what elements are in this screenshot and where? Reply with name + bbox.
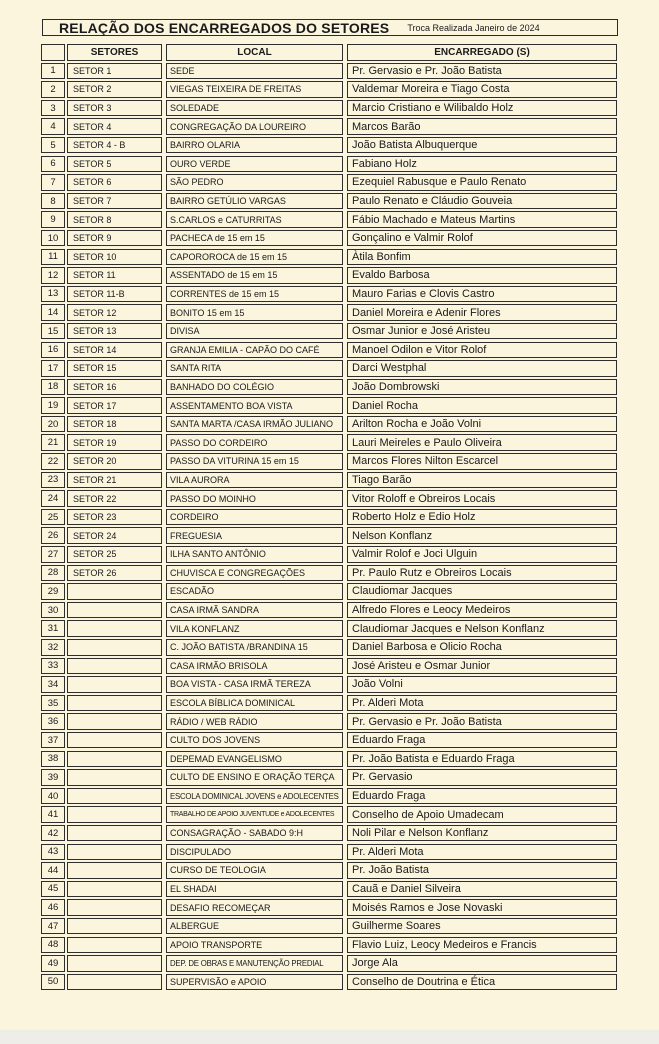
row-encarregado: Cauã e Daniel Silveira [347,881,617,898]
row-encarregado: Pr. Paulo Rutz e Obreiros Locais [347,565,617,582]
row-local: VILA KONFLANZ [166,620,343,637]
row-encarregado: Vitor Roloff e Obreiros Locais [347,490,617,507]
row-local: PASSO DA VITURINA 15 em 15 [166,453,343,470]
row-encarregado: Marcos Barão [347,118,617,135]
row-local: SÃO PEDRO [166,174,343,191]
row-encarregado: Mauro Farias e Clovis Castro [347,286,617,303]
row-number: 25 [41,509,65,526]
row-number: 9 [41,211,65,228]
row-setor: SETOR 11-B [67,286,162,303]
row-local: CULTO DOS JOVENS [166,732,343,749]
row-number: 40 [41,788,65,805]
table-row [38,768,623,787]
row-setor: SETOR 4 [67,118,162,135]
row-encarregado: João Volni [347,676,617,693]
row-setor [67,658,162,675]
row-local: OURO VERDE [166,156,343,173]
row-encarregado: Eduardo Fraga [347,732,617,749]
row-number: 29 [41,583,65,600]
table-row [38,898,623,917]
row-local: ESCOLA DOMINICAL JOVENS e ADOLECENTES [166,788,343,805]
row-number: 21 [41,434,65,451]
table-row [38,117,623,136]
row-encarregado: Pr. Alderi Mota [347,695,617,712]
table-row [38,471,623,490]
table-row [38,192,623,211]
row-encarregado: Valmir Rolof e Joci Ulguin [347,546,617,563]
table-row [38,694,623,713]
row-number: 13 [41,286,65,303]
row-encarregado: Paulo Renato e Cláudio Gouveia [347,193,617,210]
table-row [38,359,623,378]
row-encarregado: Daniel Barbosa e Olicio Rocha [347,639,617,656]
row-local: S.CARLOS e CATURRITAS [166,211,343,228]
row-local: EL SHADAI [166,881,343,898]
row-number: 14 [41,304,65,321]
row-encarregado: Manoel Odilon e Vitor Rolof [347,342,617,359]
table-row [38,861,623,880]
row-encarregado: Marcos Flores Nilton Escarcel [347,453,617,470]
row-setor: SETOR 22 [67,490,162,507]
row-number: 47 [41,918,65,935]
row-local: FREGUESIA [166,527,343,544]
row-setor [67,713,162,730]
row-encarregado: Daniel Moreira e Adenir Flores [347,304,617,321]
row-local: VILA AURORA [166,472,343,489]
table-row [38,619,623,638]
table-row [38,155,623,174]
row-setor: SETOR 15 [67,360,162,377]
row-local: APOIO TRANSPORTE [166,937,343,954]
row-setor: SETOR 1 [67,63,162,80]
row-encarregado: Valdemar Moreira e Tiago Costa [347,81,617,98]
table-row [38,582,623,601]
row-number: 50 [41,974,65,991]
row-setor: SETOR 26 [67,565,162,582]
table-row [38,545,623,564]
row-setor: SETOR 6 [67,174,162,191]
row-setor [67,676,162,693]
row-setor: SETOR 17 [67,397,162,414]
table-row [38,489,623,508]
row-encarregado: Flavio Luiz, Leocy Medeiros e Francis [347,937,617,954]
table-row [38,210,623,229]
row-setor [67,825,162,842]
table-row [38,526,623,545]
row-encarregado: Darci Westphal [347,360,617,377]
table-row [38,564,623,583]
row-local: RÁDIO / WEB RÁDIO [166,713,343,730]
row-setor [67,806,162,823]
row-setor: SETOR 20 [67,453,162,470]
table-row [38,322,623,341]
row-encarregado: Pr. Alderi Mota [347,844,617,861]
row-encarregado: Daniel Rocha [347,397,617,414]
row-local: DEP. DE OBRAS E MANUTENÇÃO PREDIAL [166,955,343,972]
row-number: 45 [41,881,65,898]
row-encarregado: João Dombrowski [347,379,617,396]
row-encarregado: Pr. João Batista e Eduardo Fraga [347,751,617,768]
row-setor [67,639,162,656]
header-num [41,44,65,61]
row-number: 44 [41,862,65,879]
row-number: 27 [41,546,65,563]
row-setor: SETOR 13 [67,323,162,340]
table-row [38,229,623,248]
row-number: 18 [41,379,65,396]
row-encarregado: Pr. Gervasio e Pr. João Batista [347,63,617,80]
row-number: 49 [41,955,65,972]
row-setor [67,602,162,619]
row-number: 43 [41,844,65,861]
row-local: CAPOROROCA de 15 em 15 [166,249,343,266]
table-body [38,62,623,992]
table-row [38,917,623,936]
row-setor: SETOR 14 [67,342,162,359]
row-encarregado: Tiago Barão [347,472,617,489]
table-row [38,285,623,304]
row-local: CASA IRMÃ SANDRA [166,602,343,619]
row-number: 42 [41,825,65,842]
row-number: 19 [41,397,65,414]
row-encarregado: Jorge Ala [347,955,617,972]
table-row [38,396,623,415]
row-number: 36 [41,713,65,730]
row-encarregado: Conselho de Doutrina e Ética [347,974,617,991]
row-setor [67,918,162,935]
row-number: 1 [41,63,65,80]
row-setor: SETOR 5 [67,156,162,173]
row-number: 32 [41,639,65,656]
sectors-table [38,43,623,991]
row-local: ASSENTAMENTO BOA VISTA [166,397,343,414]
row-setor [67,899,162,916]
table-header-row [38,43,623,62]
table-row [38,173,623,192]
header-local: LOCAL [166,44,343,61]
row-setor [67,769,162,786]
row-setor [67,862,162,879]
row-number: 10 [41,230,65,247]
row-encarregado: Moisés Ramos e Jose Novaski [347,899,617,916]
row-local: PACHECA de 15 em 15 [166,230,343,247]
table-row [38,378,623,397]
row-local: GRANJA EMILIA - CAPÃO DO CAFÉ [166,342,343,359]
row-setor: SETOR 23 [67,509,162,526]
row-number: 31 [41,620,65,637]
row-local: DESAFIO RECOMEÇAR [166,899,343,916]
row-local: CURSO DE TEOLOGIA [166,862,343,879]
row-number: 5 [41,137,65,154]
row-setor: SETOR 7 [67,193,162,210]
table-row [38,973,623,992]
row-local: VIEGAS TEIXEIRA DE FREITAS [166,81,343,98]
row-setor [67,937,162,954]
row-number: 24 [41,490,65,507]
table-row [38,415,623,434]
row-encarregado: Claudiomar Jacques [347,583,617,600]
row-local: CONSAGRAÇÃO - SABADO 9:H [166,825,343,842]
row-setor [67,695,162,712]
row-number: 4 [41,118,65,135]
row-encarregado: Eduardo Fraga [347,788,617,805]
page-title: RELAÇÃO DOS ENCARREGADOS DO SETORES [59,19,390,36]
row-local: ESCADÃO [166,583,343,600]
table-row [38,712,623,731]
table-row [38,954,623,973]
table-row [38,824,623,843]
row-local: BANHADO DO COLÉGIO [166,379,343,396]
table-row [38,248,623,267]
table-row [38,136,623,155]
table-row [38,452,623,471]
row-local: DIVISA [166,323,343,340]
row-encarregado: Gonçalino e Valmir Rolof [347,230,617,247]
row-setor: SETOR 18 [67,416,162,433]
row-number: 34 [41,676,65,693]
row-local: PASSO DO CORDEIRO [166,434,343,451]
row-local: ASSENTADO de 15 em 15 [166,267,343,284]
row-local: DISCIPULADO [166,844,343,861]
table-row [38,266,623,285]
row-local: PASSO DO MOINHO [166,490,343,507]
row-encarregado: Àtila Bonfim [347,249,617,266]
row-number: 33 [41,658,65,675]
row-encarregado: Noli Pilar e Nelson Konflanz [347,825,617,842]
row-local: ALBERGUE [166,918,343,935]
row-number: 12 [41,267,65,284]
row-number: 30 [41,602,65,619]
row-encarregado: Roberto Holz e Edio Holz [347,509,617,526]
table-row [38,880,623,899]
row-number: 16 [41,342,65,359]
row-number: 20 [41,416,65,433]
row-setor: SETOR 12 [67,304,162,321]
table-row [38,787,623,806]
row-encarregado: Fábio Machado e Mateus Martins [347,211,617,228]
row-local: SANTA MARTA /CASA IRMÃO JULIANO [166,416,343,433]
row-local: DEPEMAD EVANGELISMO [166,751,343,768]
row-number: 41 [41,806,65,823]
row-setor: SETOR 21 [67,472,162,489]
row-local: SANTA RITA [166,360,343,377]
table-row [38,675,623,694]
row-setor [67,732,162,749]
table-row [38,638,623,657]
row-setor: SETOR 24 [67,527,162,544]
row-setor: SETOR 25 [67,546,162,563]
row-setor: SETOR 10 [67,249,162,266]
row-encarregado: Claudiomar Jacques e Nelson Konflanz [347,620,617,637]
table-row [38,750,623,769]
row-encarregado: Ezequiel Rabusque e Paulo Renato [347,174,617,191]
row-number: 6 [41,156,65,173]
table-row [38,843,623,862]
row-local: CONGREGAÇÃO DA LOUREIRO [166,118,343,135]
row-local: SEDE [166,63,343,80]
row-number: 17 [41,360,65,377]
row-encarregado: Conselho de Apoio Umadecam [347,806,617,823]
row-setor: SETOR 11 [67,267,162,284]
header-encarregado: ENCARREGADO (S) [347,44,617,61]
row-setor [67,788,162,805]
row-local: SUPERVISÃO e APOIO [166,974,343,991]
table-row [38,99,623,118]
row-setor: SETOR 4 - B [67,137,162,154]
title-bar [42,19,618,36]
row-local: BONITO 15 em 15 [166,304,343,321]
row-number: 28 [41,565,65,582]
title-note: Troca Realizada Janeiro de 2024 [407,22,540,33]
row-encarregado: Evaldo Barbosa [347,267,617,284]
row-setor: SETOR 3 [67,100,162,117]
row-number: 22 [41,453,65,470]
row-setor [67,974,162,991]
table-row [38,433,623,452]
row-encarregado: José Aristeu e Osmar Junior [347,658,617,675]
table-row [38,341,623,360]
table-row [38,601,623,620]
row-encarregado: Pr. Gervasio e Pr. João Batista [347,713,617,730]
row-setor: SETOR 2 [67,81,162,98]
row-local: CHUVISCA E CONGREGAÇÕES [166,565,343,582]
row-encarregado: Guilherme Soares [347,918,617,935]
row-local: CASA IRMÃO BRISOLA [166,658,343,675]
row-setor [67,620,162,637]
page-bottom-edge [0,1030,659,1044]
row-number: 11 [41,249,65,266]
row-number: 7 [41,174,65,191]
row-setor: SETOR 16 [67,379,162,396]
row-local: ILHA SANTO ANTÔNIO [166,546,343,563]
row-local: SOLEDADE [166,100,343,117]
row-number: 39 [41,769,65,786]
table-row [38,80,623,99]
table-row [38,508,623,527]
row-encarregado: Lauri Meireles e Paulo Oliveira [347,434,617,451]
row-number: 26 [41,527,65,544]
row-setor [67,844,162,861]
row-encarregado: João Batista Albuquerque [347,137,617,154]
row-setor: SETOR 8 [67,211,162,228]
row-encarregado: Alfredo Flores e Leocy Medeiros [347,602,617,619]
row-setor [67,881,162,898]
row-number: 15 [41,323,65,340]
table-row [38,62,623,81]
row-number: 2 [41,81,65,98]
table-row [38,303,623,322]
row-number: 23 [41,472,65,489]
row-encarregado: Nelson Konflanz [347,527,617,544]
row-local: CORRENTES de 15 em 15 [166,286,343,303]
table-row [38,805,623,824]
row-number: 48 [41,937,65,954]
row-encarregado: Arilton Rocha e João Volni [347,416,617,433]
row-encarregado: Osmar Junior e José Aristeu [347,323,617,340]
row-local: BAIRRO GETÚLIO VARGAS [166,193,343,210]
row-number: 8 [41,193,65,210]
table-row [38,657,623,676]
row-number: 3 [41,100,65,117]
row-setor: SETOR 9 [67,230,162,247]
row-setor [67,583,162,600]
table-row [38,936,623,955]
header-setores: SETORES [67,44,162,61]
row-encarregado: Marcio Cristiano e Wilibaldo Holz [347,100,617,117]
row-local: TRABALHO DE APOIO JUVENTUDE e ADOLECENTES [166,806,343,823]
row-encarregado: Pr. João Batista [347,862,617,879]
row-number: 35 [41,695,65,712]
row-setor: SETOR 19 [67,434,162,451]
row-encarregado: Pr. Gervasio [347,769,617,786]
row-local: CORDEIRO [166,509,343,526]
row-encarregado: Fabiano Holz [347,156,617,173]
row-local: C. JOÃO BATISTA /BRANDINA 15 [166,639,343,656]
row-setor [67,955,162,972]
row-local: BOA VISTA - CASA IRMÃ TEREZA [166,676,343,693]
row-local: BAIRRO OLARIA [166,137,343,154]
table-row [38,731,623,750]
row-number: 46 [41,899,65,916]
row-number: 37 [41,732,65,749]
row-number: 38 [41,751,65,768]
row-local: ESCOLA BÍBLICA DOMINICAL [166,695,343,712]
row-local: CULTO DE ENSINO E ORAÇÃO TERÇA [166,769,343,786]
row-setor [67,751,162,768]
